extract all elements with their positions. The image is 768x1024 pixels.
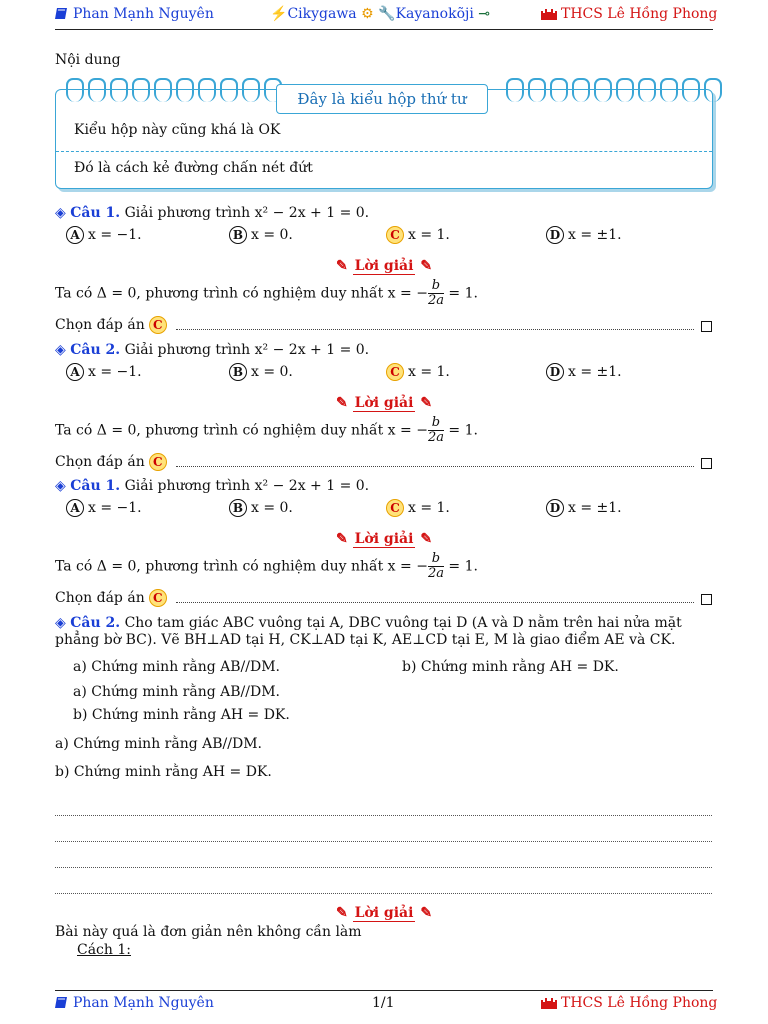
- answer-checkbox[interactable]: [701, 321, 712, 332]
- option-letter: A: [66, 226, 84, 244]
- option-c[interactable]: [386, 499, 450, 517]
- frac-den: 2a: [427, 566, 444, 581]
- edit-icon: ✎: [335, 395, 348, 411]
- option-text: x = −1.: [88, 500, 142, 516]
- q4-solution-line: Bài này quá là đơn giản nên không cần làm: [55, 924, 362, 940]
- answer-badge: C: [149, 589, 167, 607]
- header-author-text: Phan Mạnh Nguyên: [73, 6, 214, 22]
- option-text: x = −1.: [88, 227, 142, 243]
- answer-label: Chọn đáp án: [55, 454, 145, 470]
- spiral-rings-left: [66, 78, 282, 102]
- castle-icon: [541, 7, 557, 20]
- option-letter: D: [546, 499, 564, 517]
- fancy-box: [55, 89, 713, 189]
- solution-title: [0, 258, 768, 274]
- answer-line-2[interactable]: [55, 841, 712, 842]
- option-c[interactable]: [386, 226, 450, 244]
- fraction: [428, 279, 444, 308]
- q4-solution-title-text: Lời giải: [354, 905, 414, 921]
- option-text: x = 1.: [408, 500, 450, 516]
- answer-line: [55, 453, 167, 471]
- frac-den: 2a: [427, 293, 444, 308]
- solution-title-text: Lời giải: [354, 531, 414, 547]
- footer-rule: [55, 990, 713, 991]
- q4-part-b-col: b) Chứng minh rằng AH = DK.: [402, 659, 619, 675]
- footer-page: 1/1: [372, 995, 395, 1011]
- q4-part-b-list: b) Chứng minh rằng AH = DK.: [73, 707, 290, 723]
- solution-tail: = 1.: [448, 558, 478, 575]
- option-d[interactable]: [546, 226, 622, 244]
- option-text: x = 0.: [251, 364, 293, 380]
- option-d[interactable]: [546, 363, 622, 381]
- solution-sentence: Ta có Δ = 0, phương trình có nghiệm duy nhất x = −: [55, 422, 428, 439]
- frac-num: b: [428, 416, 444, 431]
- solution-text: [55, 279, 478, 308]
- option-text: x = ±1.: [568, 227, 622, 243]
- q4-line2: phẳng bờ BC). Vẽ BH⊥AD tại H, CK⊥AD tại K, AE⊥CD tại E, M là giao điểm AE và CK.: [55, 632, 676, 648]
- answer-badge: C: [149, 453, 167, 471]
- header-school-text: THCS Lê Hồng Phong: [561, 6, 718, 22]
- q4-text1: Cho tam giác ABC vuông tại A, DBC vuông tại D (A và D nằm trên hai nửa mặt: [124, 615, 682, 631]
- fancy-box-title: Đây là kiểu hộp thứ tư: [276, 84, 488, 114]
- q4-part-a-list: a) Chứng minh rằng AB//DM.: [73, 684, 280, 700]
- question-prompt: Giải phương trình x² − 2x + 1 = 0.: [124, 205, 370, 221]
- option-a[interactable]: [66, 226, 142, 244]
- fraction: [428, 416, 444, 445]
- footer-school-text: THCS Lê Hồng Phong: [561, 995, 718, 1011]
- footer-author: [55, 995, 214, 1011]
- question-label: Câu 1.: [70, 478, 121, 494]
- answer-line-4[interactable]: [55, 893, 712, 894]
- option-letter: C: [386, 226, 404, 244]
- edit-icon: ✎: [420, 905, 433, 921]
- castle-icon: [541, 996, 557, 1009]
- option-text: x = −1.: [88, 364, 142, 380]
- frac-den: 2a: [427, 430, 444, 445]
- header-tags: [270, 6, 490, 22]
- answer-dots: [176, 329, 694, 330]
- header-school: [541, 6, 717, 22]
- answer-line: [55, 589, 167, 607]
- section-label: Nội dung: [55, 52, 121, 68]
- edit-icon: ✎: [335, 905, 348, 921]
- fraction: [428, 552, 444, 581]
- diamond-icon: ◈: [55, 342, 66, 358]
- answer-label: Chọn đáp án: [55, 590, 145, 606]
- solution-sentence: Ta có Δ = 0, phương trình có nghiệm duy nhất x = −: [55, 558, 428, 575]
- diamond-icon: ◈: [55, 478, 66, 494]
- solution-text: [55, 416, 478, 445]
- answer-label: Chọn đáp án: [55, 317, 145, 333]
- option-letter: A: [66, 499, 84, 517]
- option-text: x = 0.: [251, 500, 293, 516]
- question-label: Câu 2.: [70, 342, 121, 358]
- question-prompt-line: [55, 342, 369, 358]
- option-letter: B: [229, 363, 247, 381]
- solution-title-text: Lời giải: [354, 395, 414, 411]
- solution-title: [0, 395, 768, 411]
- question-prompt-line: [55, 478, 369, 494]
- solution-tail: = 1.: [448, 422, 478, 439]
- solution-sentence: Ta có Δ = 0, phương trình có nghiệm duy nhất x = −: [55, 285, 428, 302]
- answer-line-3[interactable]: [55, 867, 712, 868]
- q4-part-a-wide: a) Chứng minh rằng AB//DM.: [55, 736, 262, 752]
- solution-title-text: Lời giải: [354, 258, 414, 274]
- header-tag2: Kayanokõji: [395, 6, 474, 22]
- option-letter: B: [229, 499, 247, 517]
- answer-badge: C: [149, 316, 167, 334]
- diamond-icon: ◈: [55, 205, 66, 221]
- header-author: [55, 6, 214, 22]
- key-icon: 🔧: [378, 6, 396, 22]
- dashed-divider: [56, 151, 712, 152]
- option-b[interactable]: [229, 226, 293, 244]
- book-icon: [55, 996, 69, 1009]
- answer-line: [55, 316, 167, 334]
- solution-tail: = 1.: [448, 285, 478, 302]
- header-tag1: Cikygawa: [287, 6, 357, 22]
- solution-text: [55, 552, 478, 581]
- option-text: x = 1.: [408, 227, 450, 243]
- option-c[interactable]: [386, 363, 450, 381]
- question-prompt: Giải phương trình x² − 2x + 1 = 0.: [124, 478, 370, 494]
- diamond-icon: ◈: [55, 615, 66, 631]
- question-label: Câu 1.: [70, 205, 121, 221]
- gear-icon: ⚙: [361, 6, 374, 22]
- book-icon: [55, 7, 69, 20]
- option-letter: A: [66, 363, 84, 381]
- question-prompt-line: [55, 205, 369, 221]
- option-text: x = 0.: [251, 227, 293, 243]
- fancy-box-line1: Kiểu hộp này cũng khá là OK: [74, 122, 281, 138]
- edit-icon: ✎: [335, 531, 348, 547]
- option-letter: D: [546, 226, 564, 244]
- option-a[interactable]: [66, 499, 142, 517]
- frac-num: b: [428, 552, 444, 567]
- option-b[interactable]: [229, 499, 293, 517]
- answer-dots: [176, 466, 694, 467]
- footer-author-text: Phan Mạnh Nguyên: [73, 995, 214, 1011]
- edit-icon: ✎: [420, 258, 433, 274]
- q4-solution-title: [0, 905, 768, 921]
- footer-school: [541, 995, 717, 1011]
- option-text: x = ±1.: [568, 500, 622, 516]
- option-text: x = 1.: [408, 364, 450, 380]
- header-rule: [55, 29, 713, 30]
- option-b[interactable]: [229, 363, 293, 381]
- option-letter: C: [386, 499, 404, 517]
- key-right-icon: ⊸: [478, 6, 491, 22]
- q4-line1: [55, 615, 682, 631]
- option-text: x = ±1.: [568, 364, 622, 380]
- frac-num: b: [428, 279, 444, 294]
- option-letter: D: [546, 363, 564, 381]
- lightning-icon: ⚡: [270, 6, 288, 22]
- answer-checkbox[interactable]: [701, 458, 712, 469]
- option-a[interactable]: [66, 363, 142, 381]
- fancy-box-line2: Đó là cách kẻ đường chấn nét đứt: [74, 160, 313, 176]
- spiral-rings-right: [506, 78, 722, 102]
- answer-line-1[interactable]: [55, 815, 712, 816]
- edit-icon: ✎: [335, 258, 348, 274]
- answer-dots: [176, 602, 694, 603]
- option-letter: B: [229, 226, 247, 244]
- answer-checkbox[interactable]: [701, 594, 712, 605]
- q4-part-a-col: a) Chứng minh rằng AB//DM.: [73, 659, 280, 675]
- q4-part-b-wide: b) Chứng minh rằng AH = DK.: [55, 764, 272, 780]
- q4-method: Cách 1:: [77, 942, 131, 958]
- edit-icon: ✎: [420, 531, 433, 547]
- option-d[interactable]: [546, 499, 622, 517]
- q4-label: Câu 2.: [70, 615, 121, 631]
- option-letter: C: [386, 363, 404, 381]
- edit-icon: ✎: [420, 395, 433, 411]
- question-prompt: Giải phương trình x² − 2x + 1 = 0.: [124, 342, 370, 358]
- solution-title: [0, 531, 768, 547]
